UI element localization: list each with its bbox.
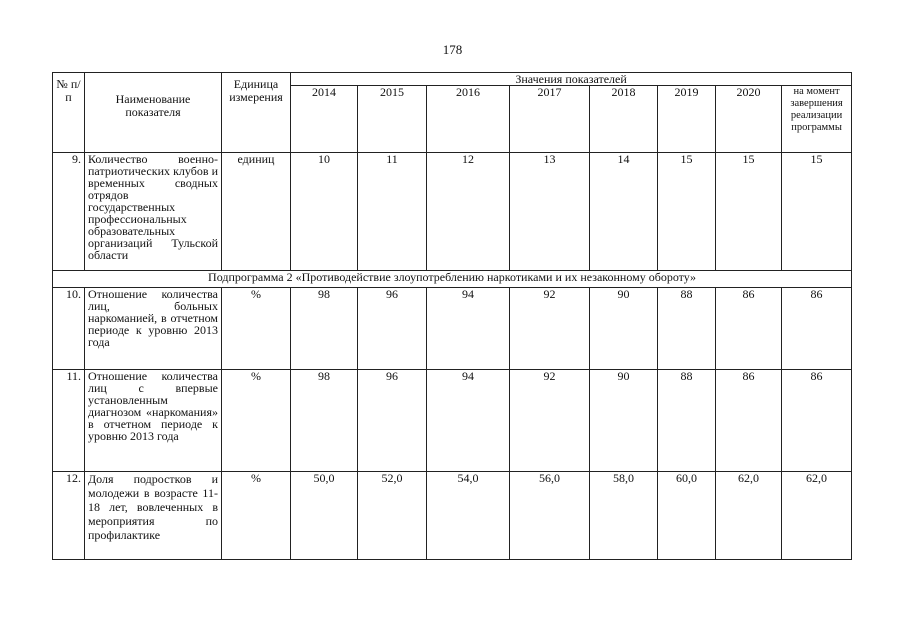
table-row [53, 288, 852, 370]
value-cell: 56,0 [510, 472, 590, 560]
indicator-name: Отношение количества лиц, больных наркоманией, в отчетном периоде к уровню 2013 года [85, 288, 222, 370]
value-cell: 90 [590, 370, 658, 472]
unit-cell: единиц [222, 153, 291, 271]
indicator-name: Отношение количества лиц с впервые установленным диагнозом «наркомания» в отчетном периоде к уровню 2013 года [85, 370, 222, 472]
value-cell: 54,0 [427, 472, 510, 560]
value-cell: 86 [782, 370, 852, 472]
value-cell: 11 [358, 153, 427, 271]
header-year: 2015 [358, 86, 427, 153]
header-unit: Единица измерения [222, 73, 291, 153]
value-cell: 13 [510, 153, 590, 271]
value-cell: 98 [291, 288, 358, 370]
header-year: 2019 [658, 86, 716, 153]
header-year: 2017 [510, 86, 590, 153]
value-cell: 62,0 [782, 472, 852, 560]
header-final: на момент завершения реализации программы [782, 86, 852, 153]
value-cell: 86 [716, 288, 782, 370]
value-cell: 12 [427, 153, 510, 271]
row-number: 10. [53, 288, 85, 370]
row-number: 12. [53, 472, 85, 560]
value-cell: 86 [782, 288, 852, 370]
value-cell: 92 [510, 370, 590, 472]
page-number: 178 [442, 42, 463, 57]
value-cell: 15 [716, 153, 782, 271]
value-cell: 58,0 [590, 472, 658, 560]
value-cell: 50,0 [291, 472, 358, 560]
value-cell: 60,0 [658, 472, 716, 560]
indicators-table [52, 72, 852, 560]
table-row [53, 370, 852, 472]
value-cell: 96 [358, 288, 427, 370]
header-row-1 [53, 73, 852, 86]
value-cell: 15 [782, 153, 852, 271]
value-cell: 86 [716, 370, 782, 472]
header-year: 2018 [590, 86, 658, 153]
value-cell: 62,0 [716, 472, 782, 560]
subprogram-row [53, 271, 852, 288]
value-cell: 94 [427, 288, 510, 370]
unit-cell: % [222, 370, 291, 472]
value-cell: 94 [427, 370, 510, 472]
header-name: Наименование показателя [85, 73, 222, 153]
table-row [53, 153, 852, 271]
header-year: 2014 [291, 86, 358, 153]
value-cell: 14 [590, 153, 658, 271]
value-cell: 10 [291, 153, 358, 271]
value-cell: 98 [291, 370, 358, 472]
subprogram-title: Подпрограмма 2 «Противодействие злоупотреблению наркотиками и их незаконному обороту» [53, 271, 852, 288]
unit-cell: % [222, 472, 291, 560]
table-row [53, 472, 852, 560]
value-cell: 90 [590, 288, 658, 370]
header-year: 2016 [427, 86, 510, 153]
value-cell: 52,0 [358, 472, 427, 560]
value-cell: 88 [658, 288, 716, 370]
indicator-name: Доля подростков и молодежи в возрасте 11-18 лет, вовлеченных в мероприятия по профилактике [85, 472, 222, 560]
row-number: 11. [53, 370, 85, 472]
header-year: 2020 [716, 86, 782, 153]
unit-cell: % [222, 288, 291, 370]
value-cell: 96 [358, 370, 427, 472]
value-cell: 92 [510, 288, 590, 370]
header-no: № п/п [53, 73, 85, 153]
value-cell: 15 [658, 153, 716, 271]
header-values-group: Значения показателей [291, 73, 852, 86]
row-number: 9. [53, 153, 85, 271]
value-cell: 88 [658, 370, 716, 472]
indicator-name: Количество военно-патриотических клубов и временных сводных отрядов государственных профессиональных образовательных организаций Тульской области [85, 153, 222, 271]
